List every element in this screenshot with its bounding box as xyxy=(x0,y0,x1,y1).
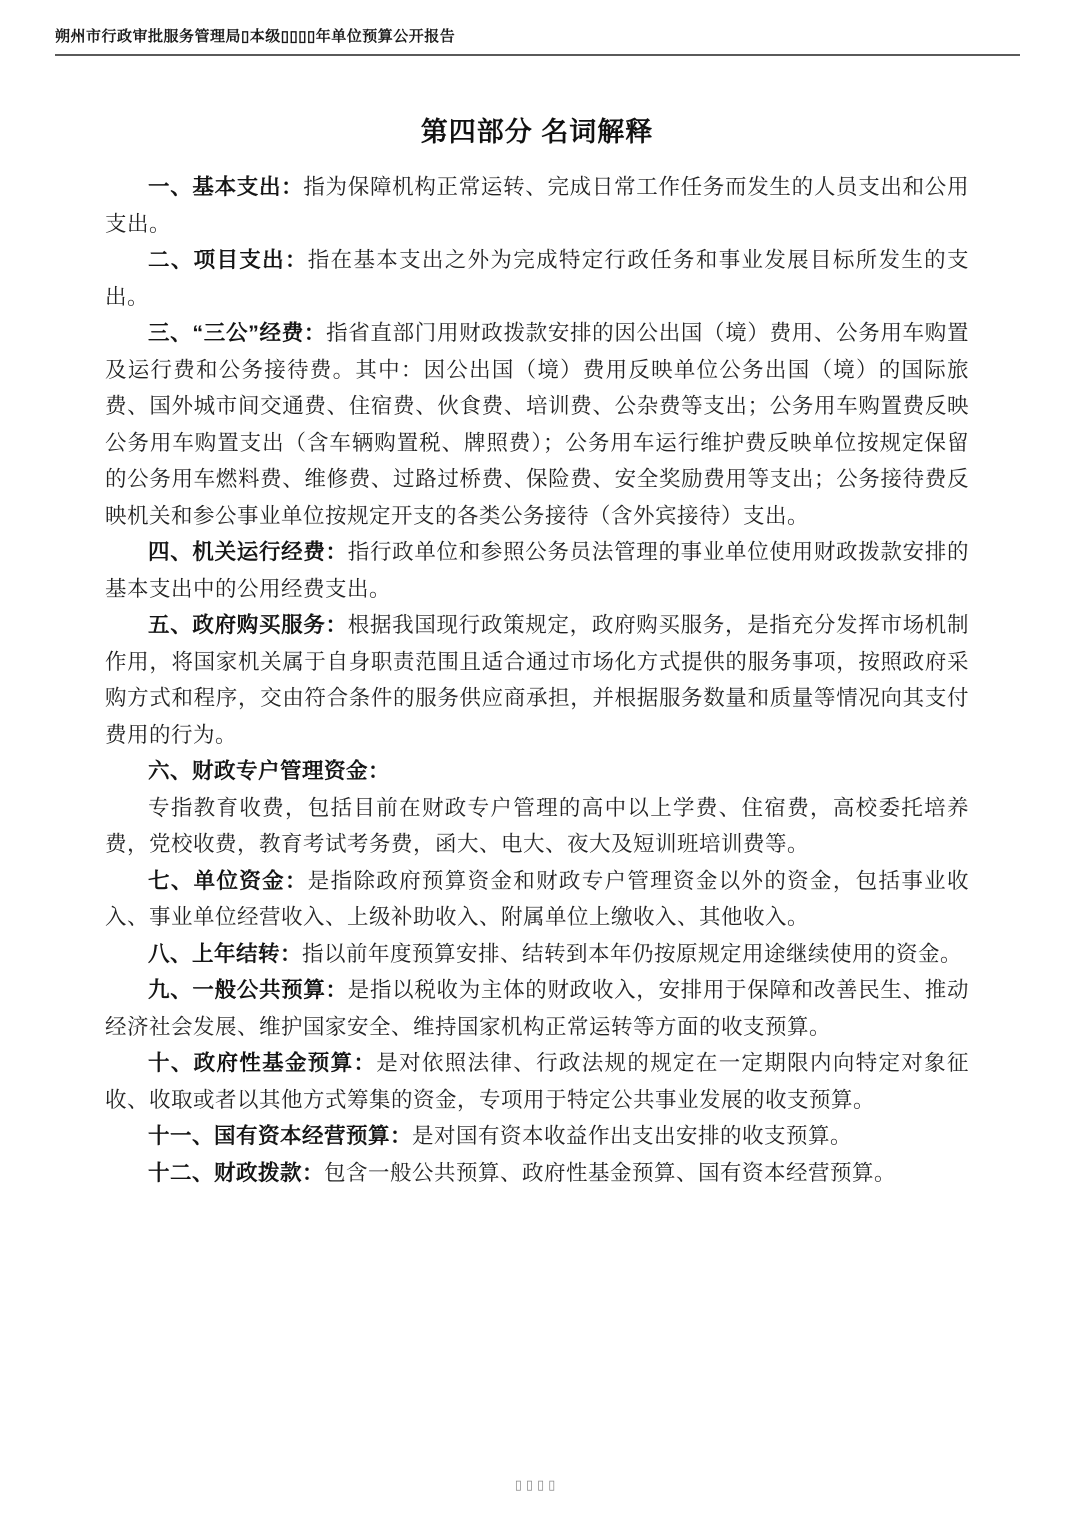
definition-paragraph-government-procurement xyxy=(105,607,969,753)
definition-paragraph-basic-expenditure xyxy=(105,169,969,242)
definition-paragraph-state-capital-budget xyxy=(105,1118,969,1155)
definition-paragraph-unit-funds xyxy=(105,863,969,936)
term-definition: 根据我国现行政策规定，政府购买服务，是指充分发挥市场机制作用，将国家机关属于自身职责范围且适合通过市场化方式提供的服务事项，按照政府采购方式和程序，交由符合条件的服务供应商承担，并根据服务数量和质量等情况向其支付费用的行为。 xyxy=(105,613,969,747)
definition-paragraph-three-public-funds xyxy=(105,315,969,534)
definition-paragraph-fiscal-special-account-body xyxy=(105,790,969,863)
term-label: 九、一般公共预算： xyxy=(148,978,348,1002)
term-label: 六、财政专户管理资金： xyxy=(148,759,391,783)
definition-paragraph-general-public-budget xyxy=(105,972,969,1045)
term-definition: 是对国有资本收益作出支出安排的收支预算。 xyxy=(412,1124,853,1148)
term-definition: 是指以税收为主体的财政收入，安排用于保障和改善民生、推动经济社会发展、维护国家安全、维持国家机构正常运转等方面的收支预算。 xyxy=(105,978,969,1039)
term-label: 八、上年结转： xyxy=(148,941,303,966)
term-label: 十、政府性基金预算： xyxy=(148,1051,377,1075)
document-body xyxy=(105,110,969,1191)
term-definition: 指以前年度预算安排、结转到本年仍按原规定用途继续使用的资金。 xyxy=(302,941,963,966)
definition-paragraph-government-fund-budget xyxy=(105,1045,969,1118)
definition-paragraph-project-expenditure xyxy=(105,242,969,315)
term-label: 一、基本支出： xyxy=(148,175,304,199)
page-footer-marker: ▯▯▯▯ xyxy=(514,1478,560,1493)
term-label: 四、机关运行经费： xyxy=(148,540,348,564)
definition-paragraph-agency-operating-funds xyxy=(105,534,969,607)
term-definition: 是指除政府预算资金和财政专户管理资金以外的资金，包括事业收入、事业单位经营收入、上级补助收入、附属单位上缴收入、其他收入。 xyxy=(105,868,969,929)
term-definition: 专指教育收费，包括目前在财政专户管理的高中以上学费、住宿费，高校委托培养费，党校收费，教育考试考务费，函大、电大、夜大及短训班培训费等。 xyxy=(105,795,969,856)
definition-paragraph-fiscal-special-account-heading xyxy=(105,753,969,790)
term-label: 三、“三公”经费： xyxy=(148,321,327,345)
section-title: 第四部分 名词解释 xyxy=(420,117,654,147)
term-definition: 指在基本支出之外为完成特定行政任务和事业发展目标所发生的支出。 xyxy=(105,248,969,309)
term-definition: 包含一般公共预算、政府性基金预算、国有资本经营预算。 xyxy=(324,1160,897,1185)
term-definition: 指行政单位和参照公务员法管理的事业单位使用财政拨款安排的基本支出中的公用经费支出。 xyxy=(105,540,969,601)
definition-paragraph-carryover xyxy=(105,936,969,973)
term-definition: 指省直部门用财政拨款安排的因公出国（境）费用、公务用车购置及运行费和公务接待费。其中：因公出国（境）费用反映单位公务出国（境）的国际旅费、国外城市间交通费、住宿费、伙食费、培训费、公杂费等支出；公务用车购置费反映公务用车购置支出（含车辆购置税、牌照费）；公务用车运行维护费反映单位按规定保留的公务用车燃料费、维修费、过路过桥费、保险费、安全奖励费用等支出；公务接待费反映机关和参公事业单位按规定开支的各类公务接待（含外宾接待）支出。 xyxy=(105,321,969,528)
term-definition: 指为保障机构正常运转、完成日常工作任务而发生的人员支出和公用支出。 xyxy=(105,175,969,236)
definition-paragraph-fiscal-appropriation xyxy=(105,1155,969,1192)
term-label: 二、项目支出： xyxy=(148,248,308,272)
document-header-title: 朔州市行政审批服务管理局▯本级▯▯▯▯年单位预算公开报告 xyxy=(55,28,1020,56)
term-label: 七、单位资金： xyxy=(148,868,308,893)
term-label: 十一、国有资本经营预算： xyxy=(148,1124,413,1148)
term-label: 五、政府购买服务： xyxy=(148,613,348,637)
term-label: 十二、财政拨款： xyxy=(148,1160,325,1185)
term-definition: 是对依照法律、行政法规的规定在一定期限内向特定对象征收、收取或者以其他方式筹集的资金，专项用于特定公共事业发展的收支预算。 xyxy=(105,1051,969,1112)
